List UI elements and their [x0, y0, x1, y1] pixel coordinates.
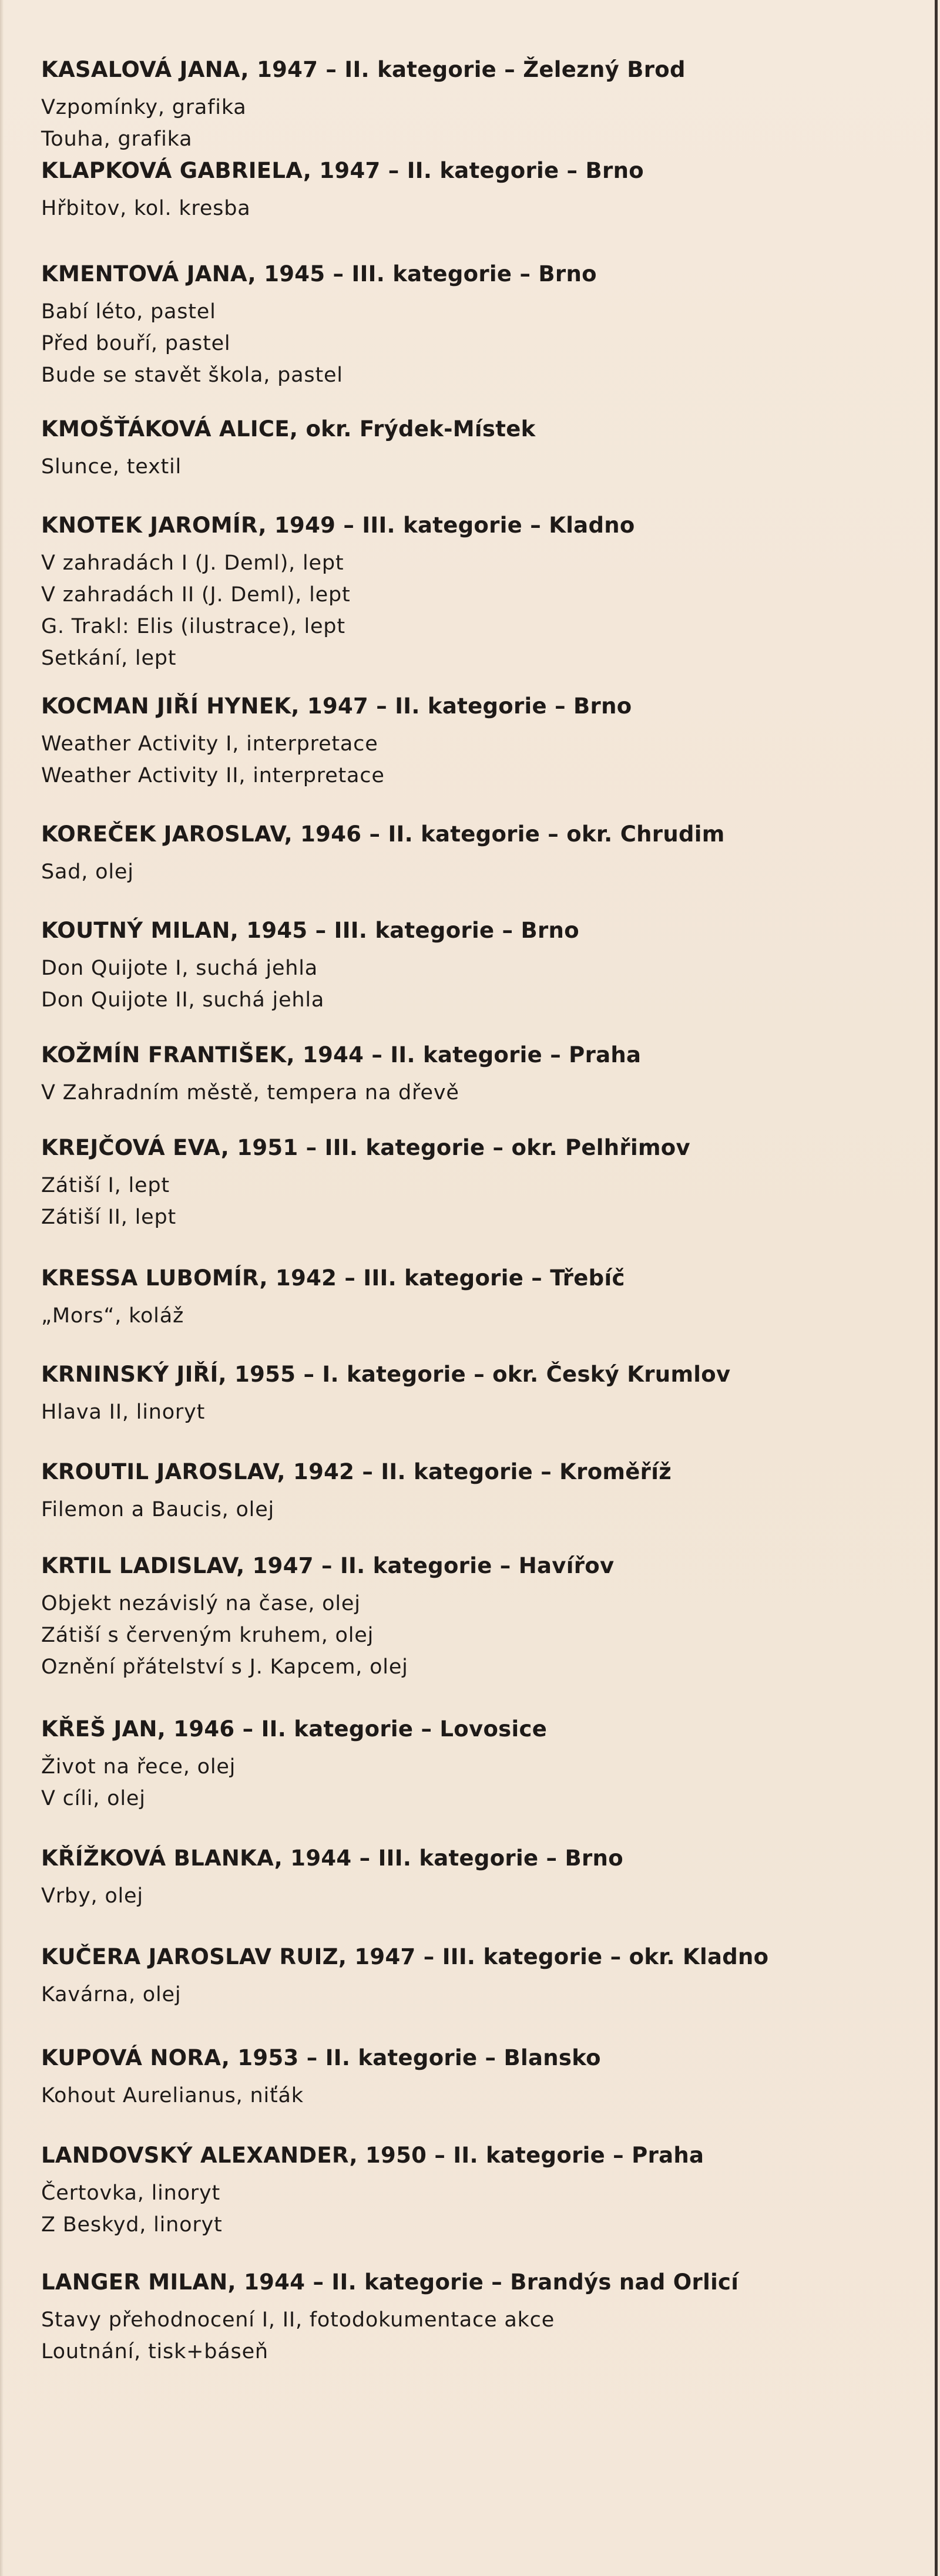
artist-header: LANGER MILAN, 1944 – II. kategorie – Brandýs nad Orlicí: [41, 2269, 739, 2295]
artwork-item: V Zahradním městě, tempera na dřevě: [41, 1081, 459, 1105]
artist-entry: [41, 56, 911, 157]
artist-header: KRTIL LADISLAV, 1947 – II. kategorie – Havířov: [41, 1553, 615, 1578]
artist-entry: [41, 1134, 911, 1265]
artist-entry: [41, 157, 911, 261]
artwork-item: V cíli, olej: [41, 1787, 146, 1810]
artwork-item: Vrby, olej: [41, 1884, 143, 1908]
artwork-item: Filemon a Baucis, olej: [41, 1498, 275, 1521]
artwork-item: Objekt nezávislý na čase, olej: [41, 1592, 361, 1615]
artwork-item: Zátiší I, lept: [41, 1174, 170, 1197]
artwork-item: Bude se stavět škola, pastel: [41, 363, 343, 387]
artist-header: KRESSA LUBOMÍR, 1942 – III. kategorie – Třebíč: [41, 1265, 625, 1291]
artist-entry: [41, 1845, 911, 1944]
artwork-item: Hlava II, linoryt: [41, 1400, 206, 1424]
artist-header: KRNINSKÝ JIŘÍ, 1955 – I. kategorie – okr. Český Krumlov: [41, 1362, 731, 1387]
artist-header: KMOŠŤÁKOVÁ ALICE, okr. Frýdek-Místek: [41, 416, 536, 442]
artist-entry: [41, 1361, 911, 1459]
artwork-item: Loutnání, tisk+báseň: [41, 2340, 268, 2363]
artwork-item: Zátiší s červeným kruhem, olej: [41, 1624, 374, 1647]
artwork-item: Zátiší II, lept: [41, 1205, 177, 1229]
artist-header: KROUTIL JAROSLAV, 1942 – II. kategorie – Kroměříž: [41, 1459, 672, 1484]
artwork-item: Don Quijote II, suchá jehla: [41, 988, 325, 1012]
artwork-item: Weather Activity I, interpretace: [41, 732, 378, 756]
artist-entry: [41, 917, 911, 1042]
artwork-item: Stavy přehodnocení I, II, fotodokumentace akce: [41, 2308, 555, 2332]
artwork-item: V zahradách II (J. Deml), lept: [41, 583, 351, 607]
artwork-item: Před bouří, pastel: [41, 332, 231, 355]
artist-header: KOCMAN JIŘÍ HYNEK, 1947 – II. kategorie – Brno: [41, 693, 632, 719]
artist-entry: [41, 2142, 911, 2269]
artist-entry: [41, 1459, 911, 1553]
artist-header: KŘEŠ JAN, 1946 – II. kategorie – Lovosice: [41, 1716, 548, 1742]
artist-header: KLAPKOVÁ GABRIELA, 1947 – II. kategorie – Brno: [41, 158, 644, 183]
artist-entry: [41, 1042, 911, 1134]
artist-entry: [41, 2269, 911, 2398]
artist-entry: [41, 261, 911, 416]
artist-entry: [41, 1944, 911, 2045]
artist-header: KASALOVÁ JANA, 1947 – II. kategorie – Železný Brod: [41, 57, 686, 82]
artist-entry: [41, 821, 911, 917]
artist-entry: [41, 416, 911, 512]
artist-entry: [41, 693, 911, 821]
artist-header: KMENTOVÁ JANA, 1945 – III. kategorie – Brno: [41, 261, 597, 287]
artwork-item: Čertovka, linoryt: [41, 2181, 221, 2205]
artwork-item: Život na řece, olej: [41, 1755, 236, 1779]
artist-entry: [41, 1265, 911, 1361]
artwork-item: Z Beskyd, linoryt: [41, 2213, 223, 2237]
artist-entry: [41, 2045, 911, 2142]
artwork-item: Slunce, textil: [41, 455, 182, 479]
artist-header: KOŽMÍN FRANTIŠEK, 1944 – II. kategorie – Praha: [41, 1042, 642, 1068]
artist-entry: [41, 512, 911, 693]
artist-list: [41, 56, 911, 2398]
artwork-item: „Mors“, koláž: [41, 1304, 184, 1328]
artwork-item: Babí léto, pastel: [41, 300, 216, 324]
artist-header: KOUTNÝ MILAN, 1945 – III. kategorie – Brno: [41, 918, 579, 943]
artwork-item: Don Quijote I, suchá jehla: [41, 957, 318, 980]
artist-entry: [41, 1553, 911, 1716]
artwork-item: Kohout Aurelianus, niťák: [41, 2084, 304, 2107]
artwork-item: Oznění přátelství s J. Kapcem, olej: [41, 1655, 408, 1679]
artwork-item: Vzpomínky, grafika: [41, 96, 247, 119]
artist-header: KNOTEK JAROMÍR, 1949 – III. kategorie – Kladno: [41, 513, 635, 538]
page-left-edge: [0, 0, 4, 2576]
artist-header: KREJČOVÁ EVA, 1951 – III. kategorie – okr. Pelhřimov: [41, 1135, 690, 1160]
artwork-item: Kavárna, olej: [41, 1983, 182, 2006]
artist-header: KŘÍŽKOVÁ BLANKA, 1944 – III. kategorie – Brno: [41, 1846, 623, 1871]
artist-header: KUPOVÁ NORA, 1953 – II. kategorie – Blansko: [41, 2045, 601, 2070]
artwork-item: Setkání, lept: [41, 646, 177, 670]
artist-header: LANDOVSKÝ ALEXANDER, 1950 – II. kategorie – Praha: [41, 2143, 704, 2168]
artwork-item: Hřbitov, kol. kresba: [41, 197, 251, 220]
artwork-item: G. Trakl: Elis (ilustrace), lept: [41, 615, 345, 638]
artist-entry: [41, 1716, 911, 1845]
artist-header: KUČERA JAROSLAV RUIZ, 1947 – III. kategorie – okr. Kladno: [41, 1944, 769, 1969]
artwork-item: V zahradách I (J. Deml), lept: [41, 551, 344, 575]
artwork-item: Sad, olej: [41, 860, 134, 884]
page-right-edge: [935, 0, 938, 2576]
artwork-item: Weather Activity II, interpretace: [41, 764, 385, 787]
artwork-item: Touha, grafika: [41, 127, 193, 151]
artist-header: KOREČEK JAROSLAV, 1946 – II. kategorie – okr. Chrudim: [41, 821, 725, 847]
